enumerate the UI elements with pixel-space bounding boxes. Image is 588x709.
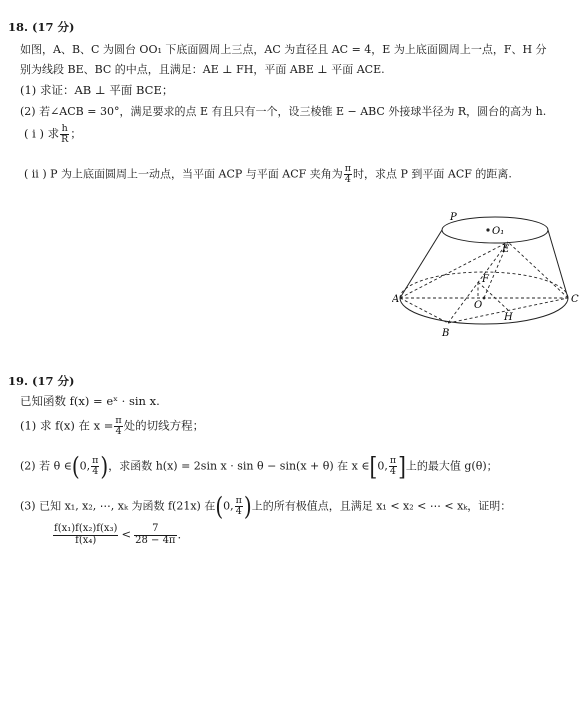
q19-part3-prefix: (3) 已知 x₁, x₂, ⋯, xₖ 为函数 f(21x) 在 [20, 499, 216, 513]
q18-line1: 如图，A、B、C 为圆台 OO₁ 下底面圆周上三点，AC 为直径且 AC = 4，E 为上底面圆周上一点，F、H 分 [20, 43, 547, 56]
fraction-lhs [53, 524, 118, 546]
q19-inequality [52, 524, 181, 546]
fraction-denominator: 28 − 4π [135, 534, 176, 546]
label-h: H [504, 312, 513, 323]
right-paren: ) [100, 451, 109, 482]
label-o: O [474, 300, 483, 311]
fraction-pi-over-4 [235, 496, 243, 517]
q18-part2ii-suffix: 时，求点 P 到平面 ACF 的距离. [353, 167, 512, 181]
q18-part2i [24, 124, 82, 145]
fraction-denominator: 4 [344, 173, 351, 185]
q18-part2ii-prefix: ( ii ) P 为上底面圆周上一动点，当平面 ACP 与平面 ACF 夹角为 [24, 167, 343, 181]
point-o1 [486, 228, 489, 231]
fraction-pi-over-4 [91, 456, 99, 477]
label-e: E [502, 244, 510, 255]
point-o [483, 297, 486, 300]
q19-part2-suffix: 上的最大值 g(θ)； [405, 459, 498, 473]
q19-part1 [20, 416, 204, 437]
q18-part2: (2) 若∠ACB = 30°，满足要求的点 E 有且只有一个，设三棱锥 E − ABC 外接球半径为 R，圆台的高为 h. [20, 105, 547, 118]
interval3-left: 0, [223, 499, 234, 513]
right-generatrix [548, 230, 568, 298]
q19-part1-suffix: 处的切线方程； [123, 418, 205, 433]
segment-ae [400, 242, 508, 298]
fraction-numerator: h [61, 123, 68, 134]
left-paren: ( [215, 491, 224, 522]
segment-fh [478, 282, 508, 310]
period: . [177, 527, 182, 542]
fraction-pi-over-4 [344, 164, 352, 185]
fraction-pi-over-4 [389, 456, 397, 477]
fraction-numerator: 7 [134, 524, 176, 536]
fraction-numerator: π [344, 163, 351, 174]
segment-ce [508, 242, 568, 298]
fraction-numerator: π [235, 495, 242, 506]
fraction-denominator: 4 [92, 465, 99, 477]
q19-part2 [20, 451, 498, 482]
fraction-h-over-r [60, 124, 69, 145]
fraction-denominator: 4 [235, 505, 242, 517]
q19-header: 19. (17 分) [8, 374, 75, 388]
fraction-denominator: R [61, 133, 69, 145]
frustum-figure [392, 208, 582, 340]
q18-part2i-prefix: ( i ) 求 [24, 126, 60, 141]
fraction-numerator: π [92, 455, 99, 466]
q19-part2-mid: ，求函数 h(x) = 2sin x · sin θ − sin(x + θ) 在 x ∈ [108, 459, 370, 473]
fraction-pi-over-4 [114, 416, 122, 437]
fraction-rhs [134, 524, 176, 546]
label-f: F [482, 274, 489, 285]
q18-part1: (1) 求证：AB ⊥ 平面 BCE； [20, 83, 174, 97]
fraction-denominator: 4 [389, 465, 396, 477]
fraction-numerator: π [115, 415, 122, 426]
q19-part3-suffix: 上的所有极值点，且满足 x₁ < x₂ < ⋯ < xₖ，证明： [251, 499, 512, 513]
q18-line2: 别为线段 BE、BC 的中点，且满足：AE ⊥ FH，平面 ABE ⊥ 平面 ACE. [20, 63, 385, 76]
q18-header: 18. (17 分) [8, 20, 75, 34]
fraction-denominator: 4 [115, 425, 122, 437]
left-paren: ( [71, 451, 80, 482]
less-than-sign: < [121, 527, 132, 542]
right-paren: ) [243, 491, 252, 522]
q18-part2i-suffix: ； [70, 126, 82, 141]
left-generatrix [400, 230, 442, 298]
interval-left: 0, [79, 459, 91, 473]
segment-ab [400, 298, 448, 323]
q19-intro: 已知函数 f(x) = eˣ · sin x. [20, 394, 160, 408]
left-bracket: [ [369, 451, 378, 482]
fraction-denominator: f(x₄) [75, 534, 97, 546]
label-o1: O₁ [492, 226, 505, 237]
q19-part1-prefix: (1) 求 f(x) 在 x = [20, 418, 114, 433]
label-b: B [442, 328, 450, 339]
label-a: A [392, 294, 400, 305]
label-p: P [450, 212, 457, 223]
fraction-numerator: f(x₁)f(x₂)f(x₃) [54, 523, 118, 534]
right-bracket: ] [398, 451, 406, 482]
label-c: C [571, 294, 579, 305]
interval2-left: 0, [377, 459, 388, 473]
q19-part2-prefix: (2) 若 θ ∈ [20, 459, 72, 473]
q18-part2ii [24, 164, 512, 185]
q19-part3 [20, 491, 512, 522]
fraction-numerator: π [389, 455, 397, 466]
